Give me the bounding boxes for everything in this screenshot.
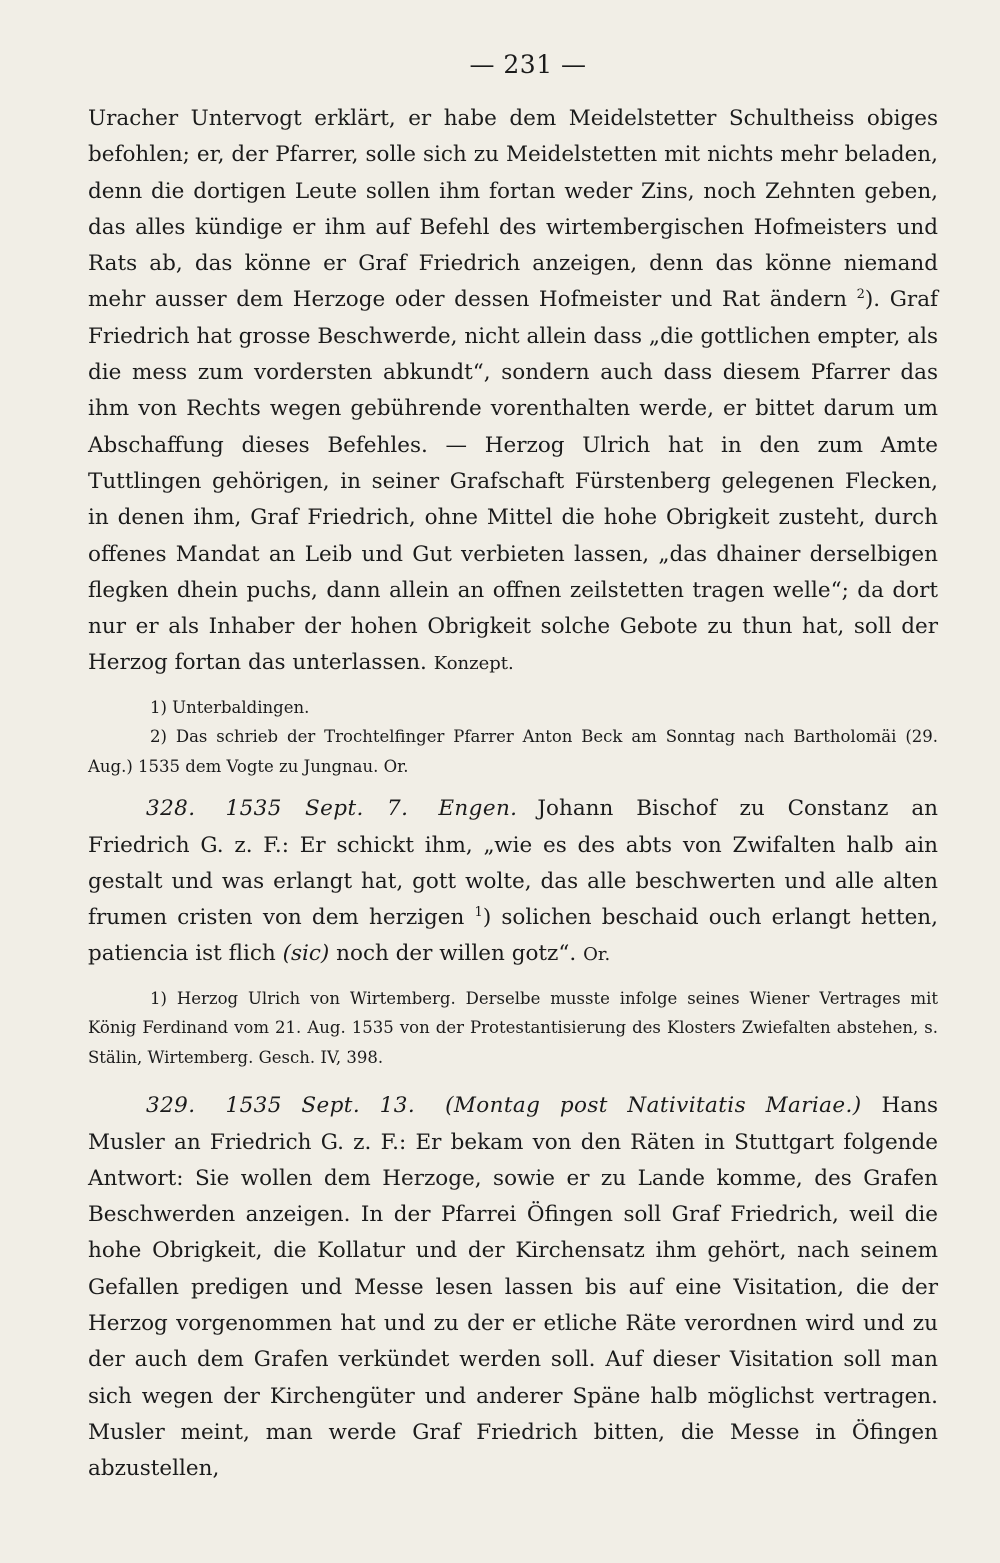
- entry-329-heading: [88, 1093, 882, 1118]
- footnote-ref-1: 1: [474, 904, 483, 920]
- entry-329-text: Hans Musler an Friedrich G. z. F.: Er bekam von den Räten in Stuttgart folgende Antwort: Sie wollen dem Herzoge, sowie er zu Lande komme, des Grafen Beschwerden anzeigen. In der Pfarrei Öfingen soll Graf Friedrich, weil die hohe Obrigkeit, die Kollatur und der Kirchensatz ihm gehört, nach seinem Gefallen predigen und Messe lesen lassen bis auf eine Visitation, die der Herzog vorgenommen hat und zu der er etliche Räte verordnen wird und zu der auch dem Grafen verkündet werden soll. Auf dieser Visitation soll man sich wegen der Kirchengüter und anderer Späne halb möglichst vertragen. Musler meint, man werde Graf Friedrich bitten, die Messe in Öfingen abzustellen,: [88, 1093, 938, 1482]
- footnotes-block-1: [88, 693, 938, 782]
- entry-place: Engen.: [438, 796, 518, 822]
- entry-328-text-part-2: ) solichen beschaid ouch erlangt hetten, patiencia ist flich: [88, 905, 938, 967]
- entry-number: 328.: [146, 796, 196, 822]
- entry-328-text-part-3: noch der willen gotz“.: [336, 941, 577, 967]
- entry-date: 1535 Sept. 7.: [225, 796, 409, 822]
- footnotes-block-2: [88, 984, 938, 1073]
- source-note: Or.: [583, 944, 611, 966]
- source-note: Konzept.: [433, 653, 514, 675]
- page-number: — 231 —: [469, 50, 587, 79]
- footnote-1: 1) Herzog Ulrich von Wirtemberg. Derselbe musste infolge seines Wiener Vertrages mit König Ferdinand vom 21. Aug. 1535 von der Protestantisierung des Klosters Zwiefalten abstehen, s. Stälin, Wirtemberg. Gesch. IV, 398.: [88, 988, 938, 1067]
- entry-329: [88, 1088, 938, 1487]
- entry-number: 329.: [146, 1093, 196, 1119]
- entry-date: 1535 Sept. 13.: [225, 1093, 416, 1119]
- footnote-1: 1) Unterbaldingen.: [150, 697, 310, 717]
- entry-328-heading: [88, 796, 537, 821]
- footnote-2: 2) Das schrieb der Trochtelfinger Pfarrer Anton Beck am Sonntag nach Bartholomäi (29. Aug.) 1535 dem Vogte zu Jungnau. Or.: [88, 727, 938, 776]
- entry-328-text-part-1: Johann Bischof zu Constanz an Friedrich G. z. F.: Er schickt ihm, „wie es des abts von Zwifalten halb ain gestalt und was erlangt hat, gott wolte, das alle beschwerten und alle alten frumen cristen von dem herzigen: [88, 796, 938, 931]
- continuation-text-part-1: Uracher Untervogt erklärt, er habe dem Meidelstetter Schultheiss obiges befohlen; er, der Pfarrer, solle sich zu Meidelstetten mit nichts mehr beladen, denn die dortigen Leute sollen ihm fortan weder Zins, noch Zehnten geben, das alles kündige er ihm auf Befehl des wirtembergischen Hofmeisters und Rats ab, das könne er Graf Friedrich anzeigen, denn das könne niemand mehr ausser dem Herzoge oder dessen Hofmeister und Rat ändern: [88, 106, 938, 313]
- entry-328: [88, 791, 938, 973]
- continuation-paragraph: [88, 101, 938, 683]
- footnote-ref-2: 2: [856, 287, 865, 303]
- page-content: [88, 50, 938, 1488]
- entry-place: (Montag post Nativitatis Mariae.): [445, 1093, 862, 1119]
- sic-note: (sic): [282, 941, 330, 967]
- continuation-text-part-2: ). Graf Friedrich hat grosse Beschwerde, nicht allein dass „die gottlichen empter, als die mess zum vordersten abkundt“, sondern auch dass diesem Pfarrer das ihm von Rechts wegen gebührende vorenthalten werde, er bittet darum um Abschaffung dieses Befehles. — Herzog Ulrich hat in den zum Amte Tuttlingen gehörigen, in seiner Grafschaft Fürstenberg gelegenen Flecken, in denen ihm, Graf Friedrich, ohne Mittel die hohe Obrigkeit zusteht, durch offenes Mandat an Leib und Gut verbieten lassen, „das dhainer derselbigen flegken dhein puchs, dann allein an offnen zeilstetten tragen welle“; da dort nur er als Inhaber der hohen Obrigkeit solche Gebote zu thun hat, soll der Herzog fortan das unterlassen.: [88, 287, 938, 676]
